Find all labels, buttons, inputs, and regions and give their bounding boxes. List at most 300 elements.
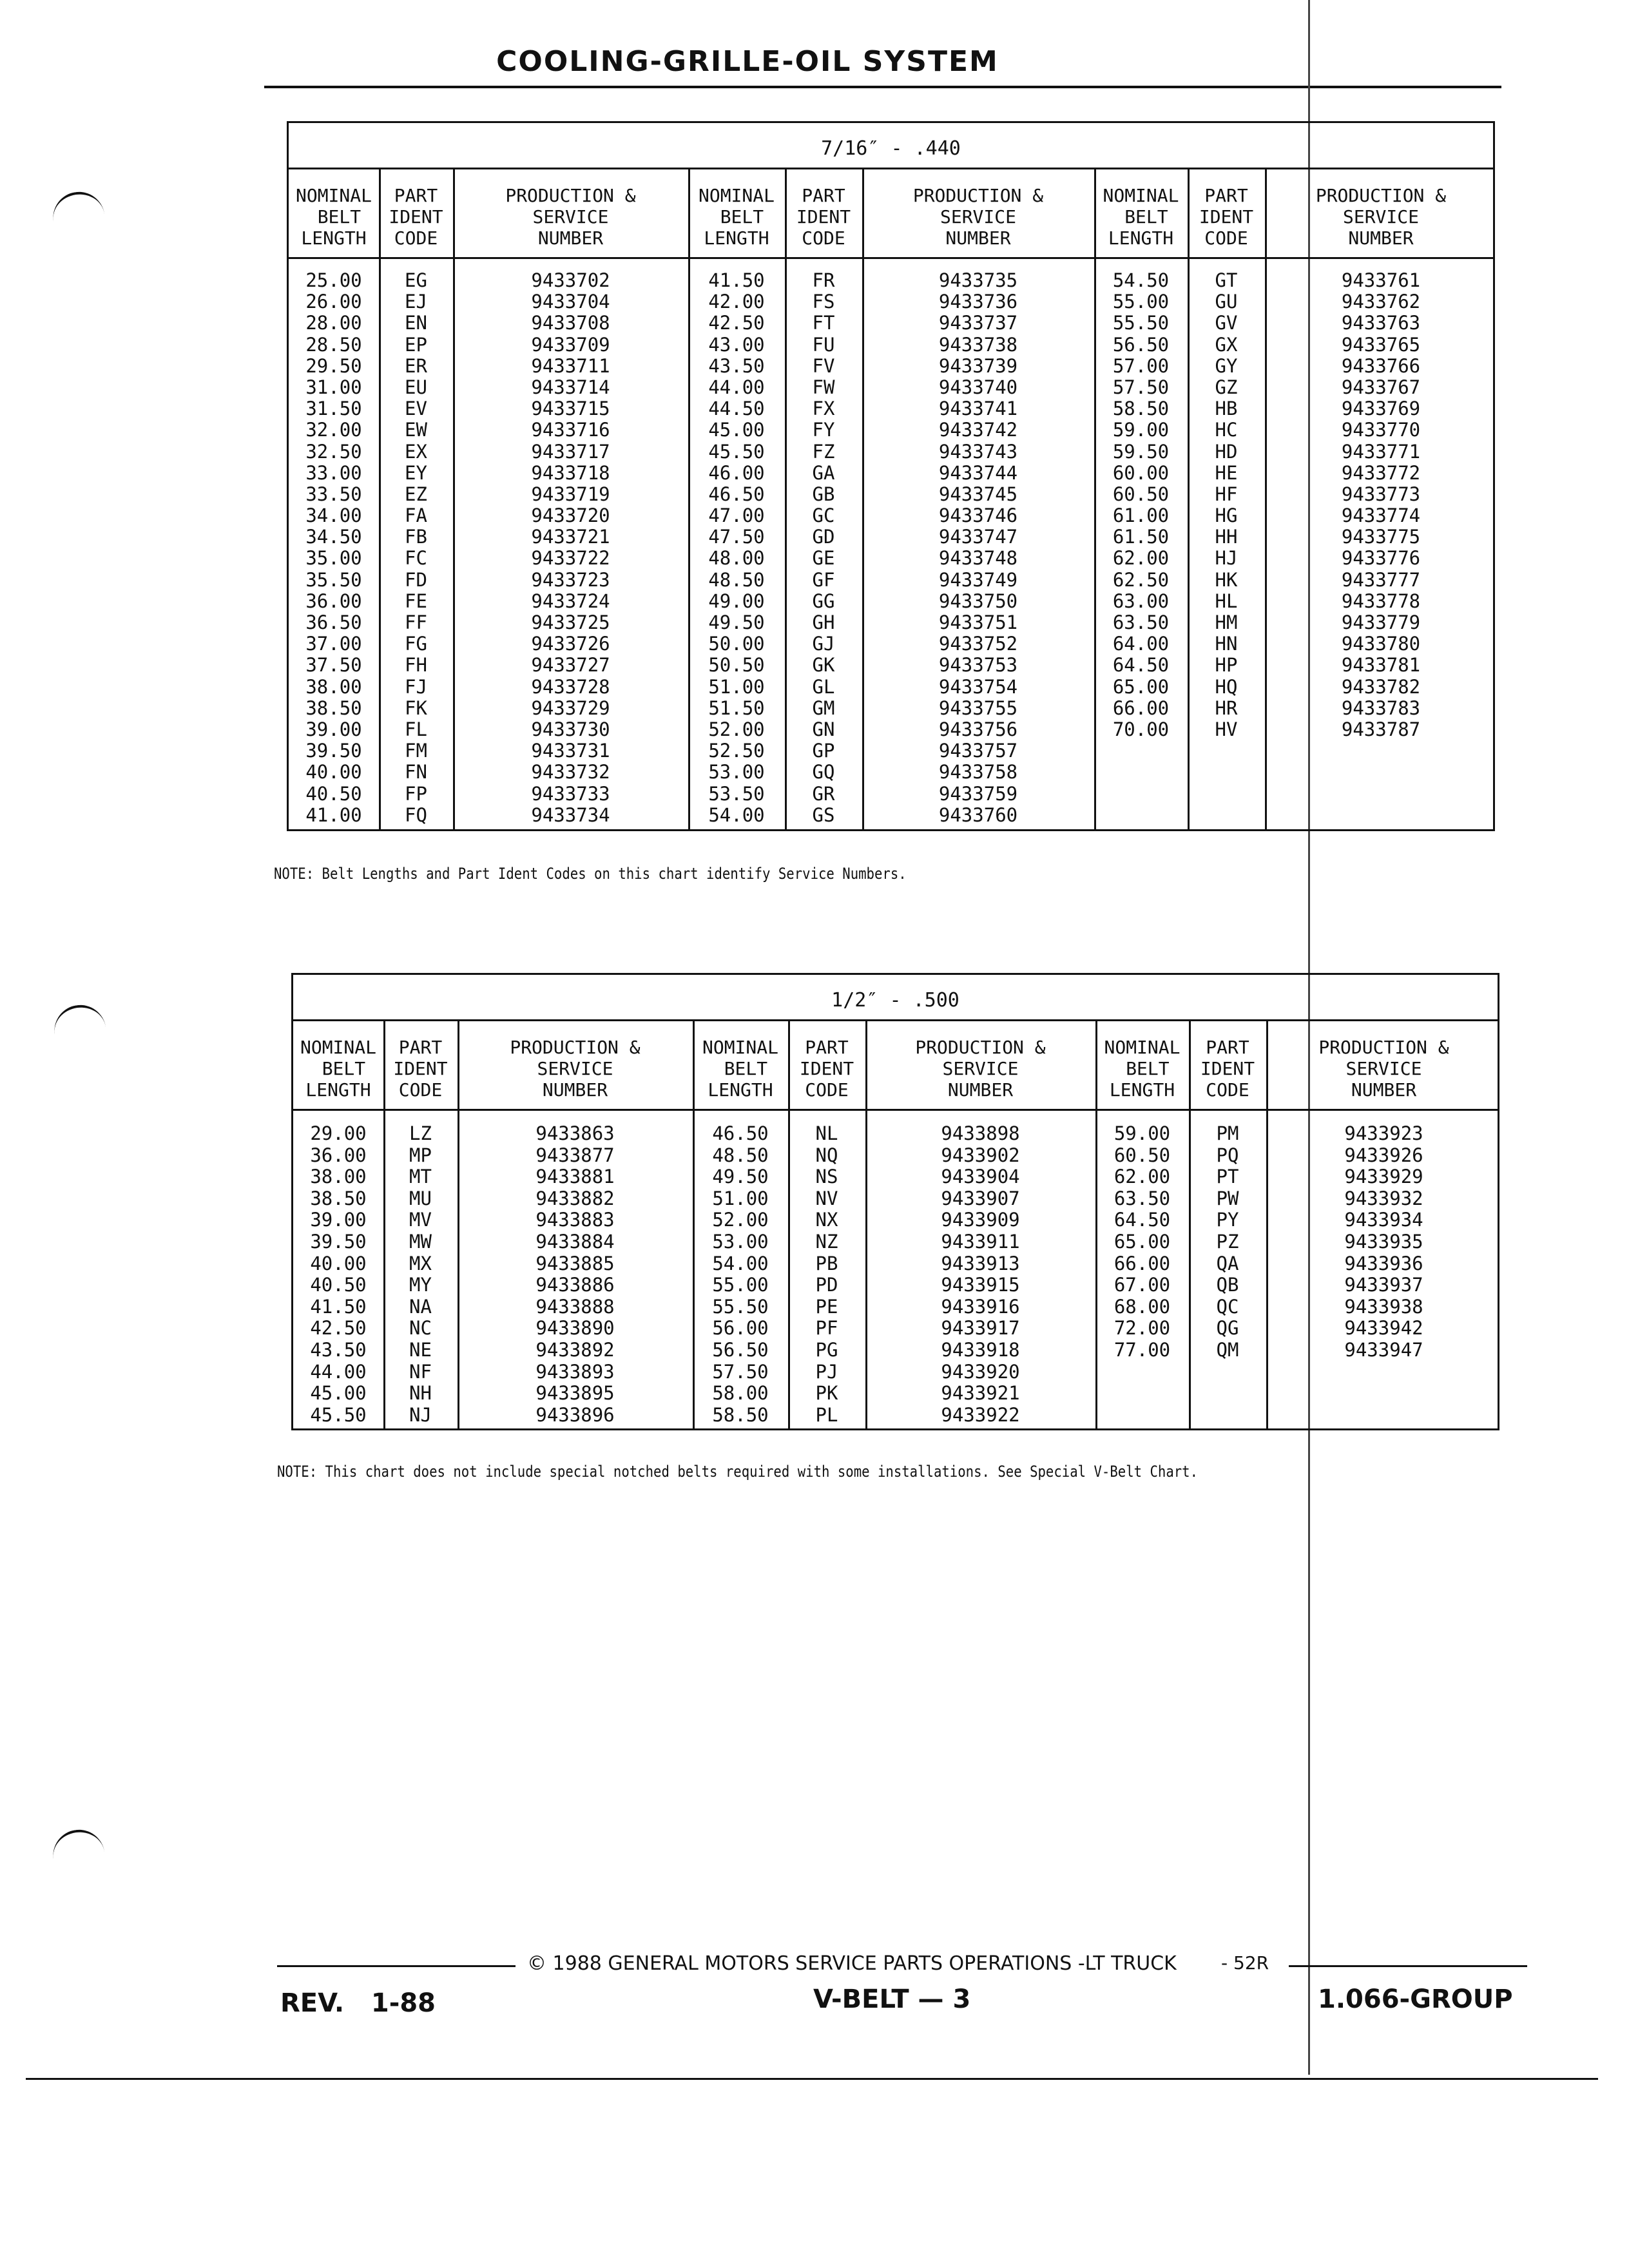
table-cell: QA [1216,1252,1239,1274]
table-cell: 9433922 [941,1403,1020,1426]
table-cell: FL [405,718,427,740]
table-cell: HL [1215,590,1238,612]
table-cell [1189,1383,1266,1405]
table-cell: 9433942 [1344,1317,1423,1340]
header-part-ident-code: PART IDENT CODE [1199,185,1254,249]
table-cell: 34.50 [305,526,362,548]
table-cell: 51.00 [712,1187,769,1209]
column-ident-code [1189,1123,1266,1426]
table-cell: GQ [812,761,835,783]
table-cell: 9433704 [531,291,610,313]
table-cell: EN [405,312,427,334]
table-cell: EW [405,419,427,441]
table-cell: 9433748 [938,547,1018,570]
table-cell: 9433907 [941,1187,1020,1209]
table-cell: 62.00 [1112,547,1170,570]
table-cell: FK [405,697,427,719]
table-cell: HK [1215,568,1238,591]
table-cell: 9433885 [535,1252,615,1274]
table-cell: GM [812,697,835,719]
table-cell: 9433722 [531,547,610,570]
table-cell: FP [405,782,427,805]
table-cell: MX [409,1252,432,1274]
table-cell: 60.00 [1112,461,1170,484]
table-cell: EU [405,376,427,398]
table-cell: PJ [815,1360,838,1383]
table-cell: 9433725 [531,611,610,633]
table-cell: 42.50 [708,312,765,334]
table1-note: NOTE: Belt Lengths and Part Ident Codes on this chart identify Service Numbers. [274,865,907,883]
table-cell: GJ [812,633,835,655]
header-nominal-belt-length: NOMINAL BELT LENGTH [300,1037,376,1100]
table-cell: 9433772 [1341,461,1421,484]
table-cell: EY [405,461,427,484]
table-cell: 9433911 [941,1230,1020,1253]
table-cell: GH [812,611,835,633]
table-cell: 9433938 [1344,1295,1423,1318]
table-cell: 63.50 [1113,1187,1171,1209]
table-cell: 9433765 [1341,333,1421,356]
table-cell: 31.50 [305,398,362,420]
table-cell: 40.50 [305,782,362,805]
table-cell: 51.50 [708,697,765,719]
table-cell: 9433732 [531,761,610,783]
table-cell: 9433917 [941,1317,1020,1340]
table-cell: 46.00 [708,461,765,484]
table-cell: NZ [815,1230,838,1253]
table-cell: 36.00 [305,590,362,612]
table-cell: FS [812,291,835,313]
table-cell: 9433863 [535,1122,615,1144]
table-cell: PF [815,1317,838,1340]
table-cell: 32.00 [305,419,362,441]
table-cell: 32.50 [305,440,362,463]
table-cell: 9433920 [941,1360,1020,1383]
table-cell: NQ [815,1144,838,1166]
table-cell: 48.50 [712,1144,769,1166]
table-cell: 9433742 [938,419,1018,441]
table-cell: 40.00 [305,761,362,783]
table-cell: HR [1215,697,1238,719]
table-cell: 9433724 [531,590,610,612]
table-cell: 52.00 [712,1209,769,1231]
page-code: - 52R [1221,1952,1269,1974]
table-cell: 42.00 [708,291,765,313]
table-cell: PT [1216,1166,1239,1188]
table-cell: 33.50 [305,483,362,505]
header-divider [293,1109,1498,1111]
table-cell: 9433904 [941,1166,1020,1188]
table-cell: GG [812,590,835,612]
table-cell: 9433886 [535,1274,615,1296]
table-cell: 67.00 [1113,1274,1171,1296]
table-cell: PW [1216,1187,1239,1209]
table-cell: 9433776 [1341,547,1421,570]
table-cell: 68.00 [1113,1295,1171,1318]
table-cell: 40.00 [310,1252,367,1274]
table-cell [1188,740,1265,762]
table-cell: 65.00 [1113,1230,1171,1253]
table-cell: 9433779 [1341,611,1421,633]
table-cell [1265,783,1497,805]
table-cell: 50.00 [708,633,765,655]
table-cell: 43.50 [310,1338,367,1361]
table-cell: 55.00 [712,1274,769,1296]
table-cell: 9433883 [535,1209,615,1231]
table-cell: 9433783 [1341,697,1421,719]
table-cell: 9433934 [1344,1209,1423,1231]
table-cell: FU [812,333,835,356]
table-cell [1188,805,1265,826]
table-cell: 49.00 [708,590,765,612]
table-cell: 9433881 [535,1166,615,1188]
table-cell: GT [1215,269,1238,291]
table-cell: 54.50 [1112,269,1170,291]
header-production-service-number: PRODUCTION & SERVICE NUMBER [915,1037,1046,1100]
punch-hole-mark [50,189,104,224]
table-cell: 9433781 [1341,654,1421,677]
table-cell: 33.00 [305,461,362,484]
table-cell: 39.00 [310,1209,367,1231]
table-cell: GR [812,782,835,805]
table-cell [1265,762,1497,783]
table-cell: 53.50 [708,782,765,805]
header-production-service-number: PRODUCTION & SERVICE NUMBER [510,1037,641,1100]
table-cell: 9433890 [535,1317,615,1340]
table-cell: 9433750 [938,590,1018,612]
column-service-number [865,1123,1095,1426]
table-cell: 9433918 [941,1338,1020,1361]
table-cell: HG [1215,505,1238,527]
table-cell: 41.00 [305,803,362,826]
table-cell: 9433926 [1344,1144,1423,1166]
table-cell: 9433896 [535,1403,615,1426]
table-cell: QM [1216,1338,1239,1361]
table2-note: NOTE: This chart does not include special notched belts required with some installations. See Special V-Belt Chart. [277,1463,1199,1481]
table-cell: 44.00 [310,1360,367,1383]
table-cell: NE [409,1338,432,1361]
header-part-ident-code: PART IDENT CODE [393,1037,448,1100]
table-cell: 37.50 [305,654,362,677]
table-cell: HM [1215,611,1238,633]
table-cell: GP [812,740,835,762]
header-part-ident-code: PART IDENT CODE [389,185,443,249]
table-cell: 58.50 [712,1403,769,1426]
table-cell: FF [405,611,427,633]
table-cell: 56.50 [712,1338,769,1361]
table-cell: FA [405,505,427,527]
table-cell: 66.00 [1112,697,1170,719]
table-cell: 44.00 [708,376,765,398]
column-ident-code [788,1123,865,1426]
table-cell: 46.50 [708,483,765,505]
table-cell [1266,1361,1501,1383]
table-cell: 9433738 [938,333,1018,356]
table-cell: MP [409,1144,432,1166]
table-cell: 9433773 [1341,483,1421,505]
table-cell: 9433782 [1341,675,1421,698]
table-cell: 53.00 [712,1230,769,1253]
table-cell: 9433916 [941,1295,1020,1318]
table-cell: NA [409,1295,432,1318]
table-cell: FY [812,419,835,441]
table-cell: FB [405,526,427,548]
table-cell: MT [409,1166,432,1188]
footer-rule-left [277,1965,516,1967]
table-cell: MU [409,1187,432,1209]
table-cell: 9433893 [535,1360,615,1383]
table-cell: 62.50 [1112,568,1170,591]
table-cell: EV [405,398,427,420]
table-cell: 9433754 [938,675,1018,698]
table-cell: HC [1215,419,1238,441]
copyright-line: © 1988 GENERAL MOTORS SERVICE PARTS OPERATIONS -LT TRUCK [527,1952,1177,1975]
section-label: V-BELT — 3 [813,1984,971,2014]
table-cell: GY [1215,354,1238,377]
table-cell: 37.00 [305,633,362,655]
table-cell: 9433744 [938,461,1018,484]
column-service-number [1265,270,1497,826]
punch-hole-mark [51,1002,106,1037]
table-cell: MY [409,1274,432,1296]
table-cell: 49.50 [712,1166,769,1188]
table-cell: 36.00 [310,1144,367,1166]
column-service-number [1266,1123,1501,1426]
table-cell: 46.50 [712,1122,769,1144]
table-cell: HQ [1215,675,1238,698]
table-cell: 38.00 [305,675,362,698]
table-cell: 9433733 [531,782,610,805]
table-cell: 9433947 [1344,1338,1423,1361]
punch-hole-mark [50,1827,104,1862]
table-cell: 63.00 [1112,590,1170,612]
table-cell: 64.50 [1113,1209,1171,1231]
table-cell: 41.50 [708,269,765,291]
table-cell: 53.00 [708,761,765,783]
column-belt-length [693,1123,788,1426]
table-cell: 35.00 [305,547,362,570]
table-cell: 9433719 [531,483,610,505]
table-cell: GL [812,675,835,698]
title-underline [264,86,1501,88]
table-cell: 9433751 [938,611,1018,633]
table-cell: GS [812,803,835,826]
table-cell: 60.50 [1112,483,1170,505]
table-cell: 9433714 [531,376,610,398]
table-cell: 65.00 [1112,675,1170,698]
table-cell: 9433892 [535,1338,615,1361]
table-cell: 9433759 [938,782,1018,805]
table-cell: HF [1215,483,1238,505]
table-cell: 9433736 [938,291,1018,313]
table-cell: 9433935 [1344,1230,1423,1253]
table-cell: GK [812,654,835,677]
table-cell: 9433709 [531,333,610,356]
table-cell: PZ [1216,1230,1239,1253]
table-cell: 9433739 [938,354,1018,377]
table-cell: 72.00 [1113,1317,1171,1340]
table-cell: 9433888 [535,1295,615,1318]
table-cell: FC [405,547,427,570]
column-service-number [862,270,1094,826]
table-cell: 9433775 [1341,526,1421,548]
header-nominal-belt-length: NOMINAL BELT LENGTH [702,1037,778,1100]
table-cell: FN [405,761,427,783]
table-cell: 9433715 [531,398,610,420]
table-cell: MW [409,1230,432,1253]
table-cell: EX [405,440,427,463]
table-cell: PL [815,1403,838,1426]
table-cell: 9433762 [1341,291,1421,313]
table-cell: 9433932 [1344,1187,1423,1209]
table-cell: 9433741 [938,398,1018,420]
table-cell [1094,783,1188,805]
table-cell [1094,740,1188,762]
table-cell: 9433770 [1341,419,1421,441]
table-cell: 38.50 [305,697,362,719]
table-cell: GU [1215,291,1238,313]
table-cell: 54.00 [712,1252,769,1274]
table-cell: 25.00 [305,269,362,291]
table-cell: NJ [409,1403,432,1426]
page-title: COOLING-GRILLE-OIL SYSTEM [496,45,999,78]
table-cell: 9433702 [531,269,610,291]
table-cell: PQ [1216,1144,1239,1166]
table-cell: 9433727 [531,654,610,677]
table-cell [1095,1361,1189,1383]
header-nominal-belt-length: NOMINAL BELT LENGTH [698,185,775,249]
table-cell: 34.00 [305,505,362,527]
table-cell: HB [1215,398,1238,420]
table-cell: 28.00 [305,312,362,334]
table-cell: 9433745 [938,483,1018,505]
table-cell: PM [1216,1122,1239,1144]
table-cell [1189,1405,1266,1427]
table-cell: LZ [409,1122,432,1144]
column-ident-code [785,270,862,826]
table-cell: PD [815,1274,838,1296]
table-cell: 44.50 [708,398,765,420]
table-cell: FR [812,269,835,291]
table-cell: HP [1215,654,1238,677]
table-cell: 9433929 [1344,1166,1423,1188]
table-cell: GB [812,483,835,505]
table-cell: 56.50 [1112,333,1170,356]
table-cell: GC [812,505,835,527]
belt-table-7-16 [287,121,1495,831]
bottom-rule [26,2078,1598,2080]
table-cell: 9433787 [1341,718,1421,740]
table-caption: 1/2″ - .500 [293,975,1498,1021]
table-cell: 9433749 [938,568,1018,591]
table-cell: 9433913 [941,1252,1020,1274]
table-cell: 9433740 [938,376,1018,398]
table-cell: GF [812,568,835,591]
table-cell: 64.00 [1112,633,1170,655]
table-cell: 48.50 [708,568,765,591]
table-cell [1188,783,1265,805]
table-cell: FH [405,654,427,677]
table-cell: 9433766 [1341,354,1421,377]
table-cell: 9433752 [938,633,1018,655]
table-cell: 9433771 [1341,440,1421,463]
table-cell: 9433877 [535,1144,615,1166]
table-cell: 35.50 [305,568,362,591]
table-cell: 49.50 [708,611,765,633]
table-cell: MV [409,1209,432,1231]
table-cell: 9433898 [941,1122,1020,1144]
table-cell: 62.00 [1113,1166,1171,1188]
table-cell: 9433769 [1341,398,1421,420]
table-cell: 77.00 [1113,1338,1171,1361]
table-cell: FW [812,376,835,398]
column-belt-length [1095,1123,1189,1426]
table-cell: PE [815,1295,838,1318]
table-cell: QC [1216,1295,1239,1318]
header-production-service-number: PRODUCTION & SERVICE NUMBER [1318,1037,1449,1100]
table-cell: 59.00 [1113,1122,1171,1144]
table-cell: NX [815,1209,838,1231]
belt-table-1-2 [291,973,1499,1430]
table-cell: 9433747 [938,526,1018,548]
table-cell: PK [815,1382,838,1405]
table-cell: 9433757 [938,740,1018,762]
table-cell: 9433909 [941,1209,1020,1231]
table-cell: GD [812,526,835,548]
table-cell: 9433718 [531,461,610,484]
table-cell: 9433730 [531,718,610,740]
table-cell: 9433763 [1341,312,1421,334]
table-cell: 64.50 [1112,654,1170,677]
table-cell: 9433735 [938,269,1018,291]
header-part-ident-code: PART IDENT CODE [799,1037,854,1100]
table-cell: 9433923 [1344,1122,1423,1144]
header-part-ident-code: PART IDENT CODE [796,185,851,249]
table-cell: FD [405,568,427,591]
table-cell: 43.50 [708,354,765,377]
column-ident-code [1188,270,1265,826]
table-cell: 57.50 [1112,376,1170,398]
table-cell: 9433729 [531,697,610,719]
table-cell: 58.50 [1112,398,1170,420]
table-cell: 38.00 [310,1166,367,1188]
table-cell [1188,762,1265,783]
table-cell: FZ [812,440,835,463]
table-cell: HD [1215,440,1238,463]
table-cell: 47.00 [708,505,765,527]
table-cell: 36.50 [305,611,362,633]
table-cell [1094,805,1188,826]
table-cell: PY [1216,1209,1239,1231]
table-cell: 9433895 [535,1382,615,1405]
table-cell: PG [815,1338,838,1361]
table-cell: EP [405,333,427,356]
column-belt-length [289,270,379,826]
table-cell: QB [1216,1274,1239,1296]
table-cell: GE [812,547,835,570]
table-cell [1095,1405,1189,1427]
table-cell: 52.50 [708,740,765,762]
table-cell: EZ [405,483,427,505]
table-cell: 63.50 [1112,611,1170,633]
table-cell: 59.00 [1112,419,1170,441]
table-cell: 43.00 [708,333,765,356]
table-cell: 9433737 [938,312,1018,334]
table-cell: 56.00 [712,1317,769,1340]
table-cell: NS [815,1166,838,1188]
table-cell [1094,762,1188,783]
table-cell: HV [1215,718,1238,740]
